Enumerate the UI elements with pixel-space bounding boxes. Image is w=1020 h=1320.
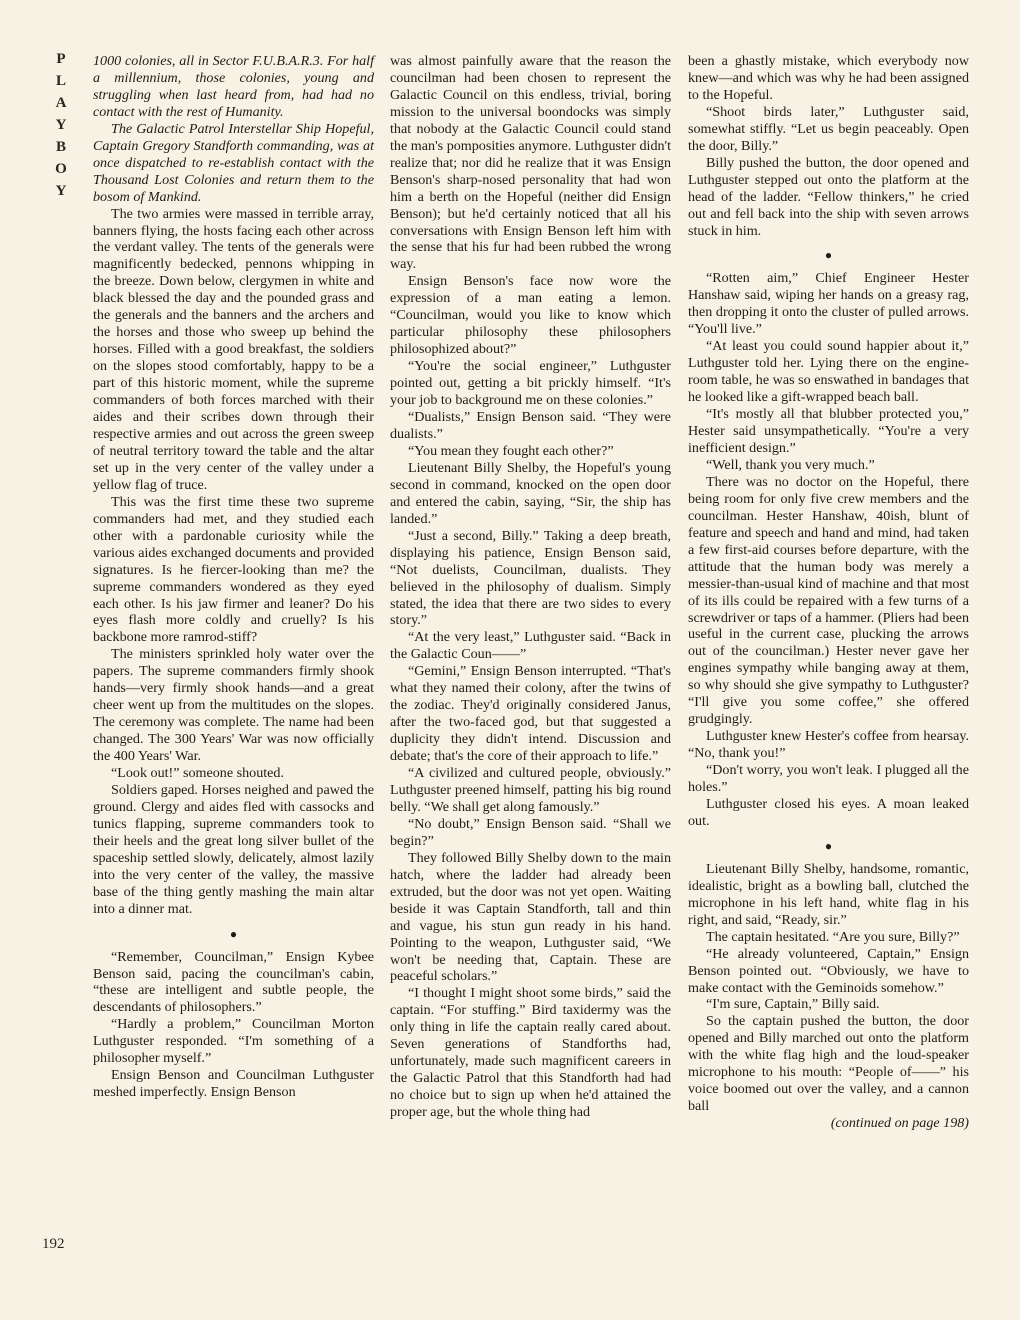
body-paragraph: The Galactic Patrol Interstellar Ship Hopeful, Captain Gregory Standforth commanding, was at once dispatched to re-establish contact with the Thousand Lost Colonies and return them to the bosom of Mankind. xyxy=(93,120,374,205)
masthead-letter: Y xyxy=(55,183,67,199)
body-paragraph: “Gemini,” Ensign Benson interrupted. “That's what they named their colony, after the twins of the zodiac. They'd originally considered Janus, after the two-faced god, but that suggested a duplicity they didn't intend. Discussion and debate; that's the core of their approach to life.” xyxy=(390,663,671,765)
body-paragraph: The captain hesitated. “Are you sure, Billy?” xyxy=(706,928,960,945)
body-paragraph: “Dualists,” Ensign Benson said. “They were dualists.” xyxy=(390,409,671,442)
text-column-1 xyxy=(93,53,374,1101)
body-paragraph: Ensign Benson's face now wore the expression of a man eating a lemon. “Councilman, would you like to know which particular philosophy these philosophers philosophized about?” xyxy=(390,273,671,358)
body-paragraph: They followed Billy Shelby down to the main hatch, where the ladder had already been extruded, but the door was not yet open. Waiting beside it was Captain Standforth, tall and thin and vague, his stun gun ready in his hand. Pointing to the weapon, Luthguster said, “We won't be needing that, Captain. These are peaceful scholars.” xyxy=(390,849,671,985)
body-paragraph: This was the first time these two supreme commanders had met, and they studied each other with a pardonable curiosity while the various aides exchanged documents and provided signatures. Is he fiercer-looking than me? the supreme commanders wondered as they eyed each other. Is his jaw firmer and leaner? Do his eyes flash more coldly and cruelly? Is his backbone more ramrod-stiff? xyxy=(93,493,374,646)
masthead-letter: A xyxy=(55,95,67,111)
body-paragraph: Luthguster closed his eyes. A moan leaked out. xyxy=(688,795,969,829)
body-paragraph: “Well, thank you very much.” xyxy=(706,456,875,473)
section-break-bullet: ● xyxy=(229,926,238,941)
section-break-bullet: ● xyxy=(824,248,833,263)
page-number: 192 xyxy=(42,1236,65,1252)
body-paragraph: So the captain pushed the button, the door opened and Billy marched out onto the platform with the white flag high and the loud-speaker microphone to his mouth: “People of——” his voice boomed out over the valley, and a cannon ball xyxy=(688,1013,969,1115)
body-paragraph: “You're the social engineer,” Luthguster pointed out, getting a bit prickly himself. “It's your job to background me on these colonies.” xyxy=(390,358,671,409)
masthead-letter: L xyxy=(55,73,66,89)
body-paragraph: The ministers sprinkled holy water over the papers. The supreme commanders firmly shook hands—very firmly shook hands—and a great cheer went up from the multitudes on the slopes. The ceremony was complete. The name had been changed. The 300 Years' War was now officially the 400 Years' War. xyxy=(93,646,374,765)
body-paragraph: Soldiers gaped. Horses neighed and pawed the ground. Clergy and aides fled with cassocks and tunics flapping, supreme commanders took to their heels and the great long silver bullet of the spaceship settled slowly, delicately, almost lazily into the very center of the valley, the massive base of the thing gently mashing the main altar into a dinner mat. xyxy=(93,781,374,917)
body-paragraph: “Just a second, Billy.” Taking a deep breath, displaying his patience, Ensign Benson said, “Not duelists, Councilman, dualists. They believed in the philosophy of dualism. Simply stated, the idea that there are two sides to every story.” xyxy=(390,527,671,629)
body-paragraph: “You mean they fought each other?” xyxy=(408,442,614,459)
body-paragraph: “Rotten aim,” Chief Engineer Hester Hanshaw said, wiping her hands on a greasy rag, then dropping it onto the cluster of pulled arrows. “You'll live.” xyxy=(688,270,969,338)
body-paragraph: “At least you could sound happier about it,” Luthguster told her. Lying there on the engine-room table, he was so enswathed in bandages that he looked like a gift-wrapped beach ball. xyxy=(688,338,969,406)
body-paragraph: Lieutenant Billy Shelby, the Hopeful's young second in command, knocked on the open door and entered the cabin, saying, “Sir, the ship has landed.” xyxy=(390,459,671,527)
body-paragraph: was almost painfully aware that the reason the councilman had been chosen to represent the Galactic Council on this endless, trivial, boring mission to the universal boondocks was simply that nobody at the Galactic Council could stand the man's pomposities anymore. Luthguster didn't realize that; nor did he realize that it was Ensign Benson's sharp-nosed personality that had won him a berth on the Hopeful (neither did Ensign Benson); but he'd certainly noticed that all his conversations with Ensign Benson left him with the sense that his fur had been rubbed the wrong way. xyxy=(390,53,671,273)
masthead-letter: B xyxy=(55,139,66,155)
body-paragraph: “Remember, Councilman,” Ensign Kybee Benson said, pacing the councilman's cabin, “these are intelligent and subtle people, the descendants of philosophers.” xyxy=(93,948,374,1016)
body-paragraph: “A civilized and cultured people, obviously.” Luthguster preened himself, patting his big round belly. “We shall get along famously.” xyxy=(390,765,671,815)
body-paragraph: “No doubt,” Ensign Benson said. “Shall we begin?” xyxy=(390,815,671,849)
body-paragraph: “I thought I might shoot some birds,” said the captain. “For stuffing.” Bird taxidermy was the only thing in life the captain really cared about. Seven generations of Standforths had, unfortunately, made such magnificent careers in the Galactic Patrol that this Standforth had had no choice but to sign up when he'd attained the proper age, but the whole thing had xyxy=(390,985,671,1121)
body-paragraph: Luthguster knew Hester's coffee from hearsay. “No, thank you!” xyxy=(688,728,969,762)
body-paragraph: Billy pushed the button, the door opened and Luthguster stepped out onto the platform at the head of the ladder. “Fellow thinkers,” he cried out and fell back into the ship with seven arrows stuck in him. xyxy=(688,154,969,239)
body-paragraph: There was no doctor on the Hopeful, there being room for only five crew members and the councilman. Hester Hanshaw, 40ish, blunt of feature and speech and hand and mind, had taken a few first-aid courses before departure, with the attitude that the human body was merely a messier-than-usual kind of machine and that most of its ills could be repaired with a few turns of a screwdriver or taps of a hammer. (Pliers had been useful in the current case, plucking the arrows out of the councilman.) Hester never gave her engines sympathy while banging away at them, so why should she give sympathy to Luthguster? “I'll give you some coffee,” she offered grudgingly. xyxy=(688,473,969,728)
body-paragraph: been a ghastly mistake, which everybody now knew—and which was why he had been assigned to the Hopeful. xyxy=(688,53,969,103)
body-paragraph: The two armies were massed in terrible array, banners flying, the hosts facing each other across the verdant valley. The tents of the generals were magnificently bedecked, pennons whipping in the breeze. Down below, clergymen in white and black blessed the day and the pounded grass and the generals and the banners and the archers and the horses and those who sweep up behind the horses. Filled with a good breakfast, the soldiers on the slopes stood comfortably, happy to be a part of this historic moment, while the supreme commanders of both forces marched with their aides and their scribes down through their respective armies and out across the green sweep of neutral territory toward the table and the altar set up in the very center of the valley under a yellow flag of truce. xyxy=(93,205,374,493)
body-paragraph: “Look out!” someone shouted. xyxy=(111,765,284,782)
masthead-letter: O xyxy=(55,161,67,177)
continued-note: (continued on page 198) xyxy=(830,1115,969,1132)
body-paragraph: “He already volunteered, Captain,” Ensign Benson pointed out. “Obviously, we have to make contact with the Geminoids somehow.” xyxy=(688,945,969,996)
body-paragraph: “At the very least,” Luthguster said. “Back in the Galactic Coun——” xyxy=(390,629,671,663)
body-paragraph: “Hardly a problem,” Councilman Morton Luthguster responded. “I'm something of a philosopher myself.” xyxy=(93,1016,374,1067)
body-paragraph: “It's mostly all that blubber protected you,” Hester said unsympathetically. “You're a very inefficient design.” xyxy=(688,406,969,456)
text-column-3 xyxy=(688,53,969,1132)
body-paragraph: “Don't worry, you won't leak. I plugged all the holes.” xyxy=(688,762,969,796)
magazine-masthead xyxy=(50,48,72,202)
masthead-letter: Y xyxy=(55,117,67,133)
body-paragraph: Lieutenant Billy Shelby, handsome, romantic, idealistic, bright as a bowling ball, clutched the microphone in his left hand, white flag in his right, and said, “Ready, sir.” xyxy=(688,860,969,928)
masthead-letter: P xyxy=(56,51,66,67)
body-paragraph: “I'm sure, Captain,” Billy said. xyxy=(706,996,880,1013)
text-column-2 xyxy=(390,53,671,1121)
body-paragraph: Ensign Benson and Councilman Luthguster meshed imperfectly. Ensign Benson xyxy=(93,1067,374,1101)
section-break-bullet: ● xyxy=(824,838,833,853)
body-paragraph: 1000 colonies, all in Sector F.U.B.A.R.3. For half a millennium, those colonies, young and struggling when last heard from, had had no contact with the rest of Humanity. xyxy=(93,53,374,120)
body-paragraph: “Shoot birds later,” Luthguster said, somewhat stiffly. “Let us begin peaceably. Open the door, Billy.” xyxy=(688,103,969,154)
